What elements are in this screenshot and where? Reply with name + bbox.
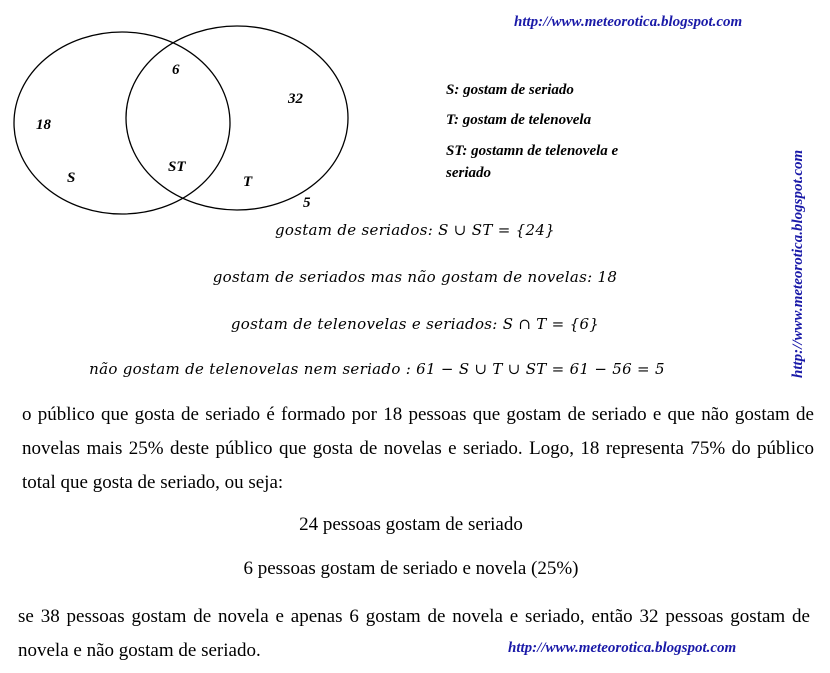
blog-url-side[interactable]: http://www.meteorotica.blogspot.com xyxy=(790,149,806,378)
venn-label-s: S xyxy=(67,170,76,186)
blog-url-bottom[interactable]: http://www.meteorotica.blogspot.com xyxy=(508,640,737,656)
legend-s: S: gostam de seriado xyxy=(446,82,574,98)
paragraph-2: se 38 pessoas gostam de novela e apenas 6 gostam de novela e seriado, então 32 pessoas gostam de novela e não gostam de seriado. xyxy=(18,606,810,661)
venn-diagram xyxy=(0,0,360,225)
blog-url-top[interactable]: http://www.meteorotica.blogspot.com xyxy=(514,14,743,30)
venn-value-intersection: 6 xyxy=(172,62,180,78)
venn-label-t: T xyxy=(243,174,253,190)
equation-4: não gostam de telenovelas nem seriado : 61 − S ∪ T ∪ ST = 61 − 56 = 5 xyxy=(89,360,665,378)
paragraph-1: o público que gosta de seriado é formado por 18 pessoas que gostam de seriado e que não gostam de novelas mais 25% deste público que gosta de novelas e seriado. Logo, 18 representa 75% do público total que gosta de seriado, ou seja: xyxy=(22,404,814,493)
equation-2: gostam de seriados mas não gostam de novelas: 18 xyxy=(212,268,618,286)
centered-line-1: 24 pessoas gostam de seriado xyxy=(299,514,523,535)
legend-t: T: gostam de telenovela xyxy=(446,112,592,128)
centered-line-2: 6 pessoas gostam de seriado e novela (25%) xyxy=(243,558,579,579)
equation-3: gostam de telenovelas e seriados: S ∩ T = {6} xyxy=(230,315,600,333)
legend xyxy=(446,79,618,184)
venn-value-t-only: 32 xyxy=(288,91,303,107)
legend-st-line1: ST: gostamn de telenovela e xyxy=(446,143,619,159)
venn-label-st: ST xyxy=(168,159,186,175)
venn-circle-t xyxy=(126,26,348,210)
legend-st-line2: seriado xyxy=(446,165,491,181)
venn-value-outside: 5 xyxy=(303,195,311,211)
venn-value-s-only: 18 xyxy=(36,117,51,133)
equation-1: gostam de seriados: S ∪ ST = {24} xyxy=(274,221,556,239)
